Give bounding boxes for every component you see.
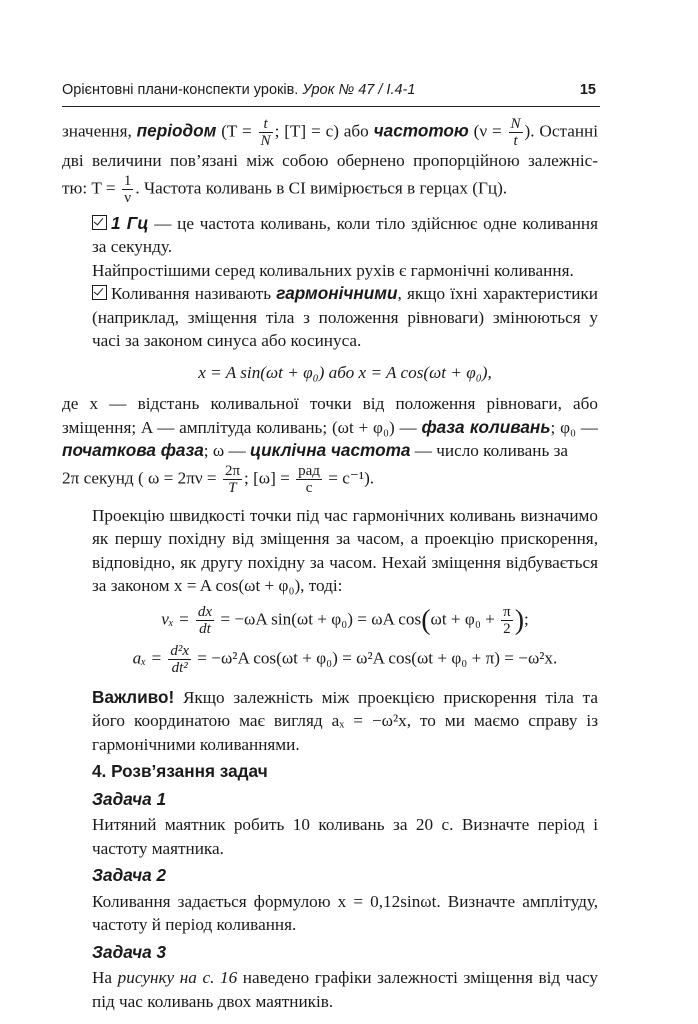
term-hertz: 1 Гц — [111, 212, 149, 233]
term-frequency: частотою — [373, 120, 469, 141]
page-number: 15 — [579, 82, 596, 98]
fraction-t-over-n: $\frac{t}{N}$ — [260, 116, 271, 149]
paragraph-where: де x — відстань коливальної точки від положення рівноваги, або зміщення; A — амплітуда коливань; (ωt + φ₀) — фаза коливань; φ₀ — початкова фаза; ω — циклічна частота — число коливань за 2π секунд ( ω = 2πν = $\frac{2\pi}{T}$ ; [ω] = $\frac{\text{рад}}{с}$ = с⁻¹). — [62, 394, 598, 496]
equation-velocity: vₓ = $\frac{dx}{dt}$ = −ωA sin(ωt + φ₀) = ωA cos(ωt + φ₀ + $\frac{\pi}{2}$ ); — [161, 603, 529, 637]
term-initial-phase: початкова фаза — [62, 440, 204, 460]
fraction-d2x-dt2: $\frac{\text{d²x}}{\text{dt²}}$ — [170, 642, 189, 676]
task-3-text: На рисунку на с. 16 наведено графіки залежності зміщення від часу під час коливань двох маятників. — [92, 968, 598, 1011]
paragraph-period: значення, періодом (T = $\frac{t}{N}$ ; [T] = c) або частотою (ν = $\frac{N}{t}$ ). Останні дві величини пов’язані між собою обернено пропорційною залежніс- тю: T = $\frac{1}{\nu}$ . Частота коливань в СІ вимірюється в герцах (Гц). — [62, 116, 598, 206]
task-2-text: Коливання задається формулою x = 0,12sinωt. Визначте амплітуду, частоту й період коливання. — [92, 891, 598, 934]
task-1-title: Задача 1 — [92, 788, 167, 809]
checkbox-icon — [92, 215, 107, 230]
page-body — [62, 116, 598, 1013]
running-header — [62, 78, 600, 107]
fraction-2pi-over-t: $\frac{2\pi}{T}$ — [224, 462, 241, 496]
fraction-dx-dt: $\frac{dx}{dt}$ — [197, 603, 213, 637]
term-harmonic: гармонічними — [276, 283, 398, 303]
term-cyclic-frequency: циклічна частота — [249, 440, 411, 460]
paragraph-hertz: 1 Гц — це частота коливань, коли тіло здійснює одне коливання за секунду. — [92, 212, 598, 256]
paragraph-important: Важливо! Якщо залежність між проекцією прискорення тіла та його координатою має вигляд aₓ = −ω²x, то ми маємо справу із гармонічними коливаннями. — [92, 686, 598, 754]
equation-acceleration: aₓ = $\frac{\text{d²x}}{\text{dt²}}$ = −ω²A cos(ωt + φ₀) = ω²A cos(ωt + φ₀ + π) = −ω²x. — [132, 642, 558, 676]
fraction-n-over-t: $\frac{N}{t}$ — [510, 116, 521, 149]
fraction-rad-over-s: $\frac{\text{рад}}{с}$ — [298, 462, 320, 496]
task-3-title: Задача 3 — [92, 941, 167, 962]
term-important: Важливо! — [92, 686, 175, 707]
task-1-text: Нитяний маятник робить 10 коливань за 20 с. Визначте період і частоту маятника. — [92, 815, 598, 858]
paragraph-projection: Проекцію швидкості точки під час гармонічних коливань визначимо як першу похідну від зміщення за часом, а проекцію прискорення, відповідно, як другу похідну за часом. Нехай зміщення відбувається за законом x = A cos(ωt + φ₀), тоді: — [92, 505, 598, 595]
checkbox-icon — [92, 285, 107, 300]
paragraph-harmonic-intro: Найпростішими серед коливальних рухів є гармонічні коливання. — [92, 260, 574, 280]
term-period: періодом — [136, 120, 217, 141]
equation-harmonic-law: x = A sin(ωt + φ₀) або x = A cos(ωt + φ₀), — [198, 362, 492, 382]
paragraph-harmonic-definition: Коливання називають гармонічними, якщо їхні характеристики (наприклад, зміщення тіла з положення рівноваги) змінюються у часі за законом синуса або косинуса. — [92, 283, 598, 350]
task-2-title: Задача 2 — [92, 865, 167, 885]
fraction-1-over-nu: $\frac{1}{\nu}$ — [123, 172, 132, 206]
term-phase: фаза коливань — [421, 416, 551, 437]
fraction-pi-over-2: $\frac{\pi}{2}$ — [503, 603, 511, 637]
section-heading: 4. Розв’язання задач — [92, 761, 268, 781]
header-title: Орієнтовні плани-конспекти уроків. Урок № 47 / І.4-1 — [62, 82, 416, 98]
figure-reference: рисунку на с. 16 — [117, 968, 238, 987]
